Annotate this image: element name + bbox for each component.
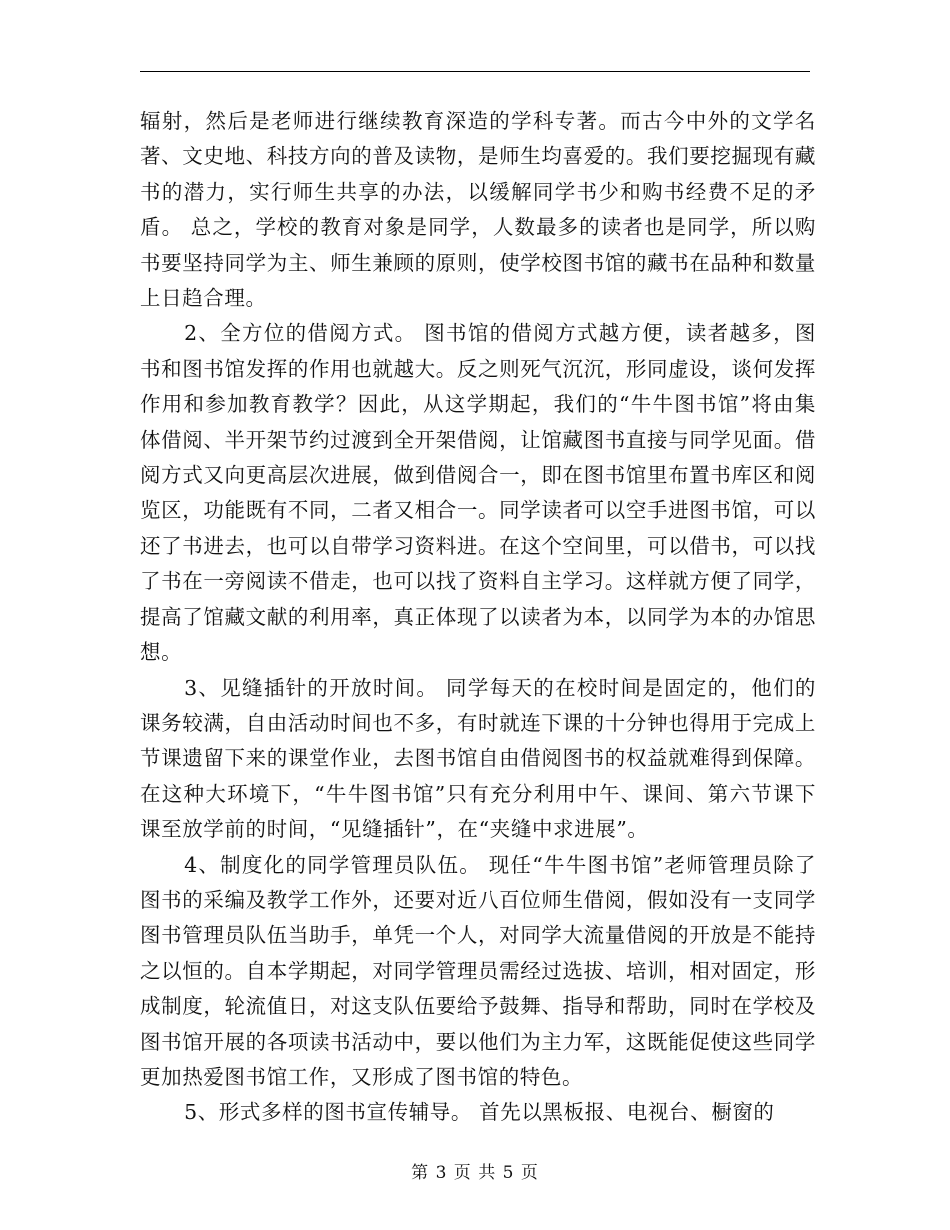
- paragraph-3: 3、见缝插针的开放时间。 同学每天的在校时间是固定的，他们的课务较满，自由活动时间也不多，有时就连下课的十分钟也得用于完成上节课遗留下来的课堂作业，去图书馆自由借阅图书的权益就难得到保障。在这种大环境下，“牛牛图书馆”只有充分利用中午、课间、第六节课下课至放学前的时间，“见缝插针”，在“夹缝中求进展”。: [140, 675, 816, 842]
- paragraph-2: 2、全方位的借阅方式。 图书馆的借阅方式越方便，读者越多，图书和图书馆发挥的作用也就越大。反之则死气沉沉，形同虚设，谈何发挥作用和参加教育教学？因此，从这学期起，我们的“牛牛图书馆”将由集体借阅、半开架节约过渡到全开架借阅，让馆藏图书直接与同学见面。借阅方式又向更高层次进展，做到借阅合一，即在图书馆里布置书库区和阅览区，功能既有不同，二者又相合一。同学读者可以空手进图书馆，可以还了书进去，也可以自带学习资料进。在这个空间里，可以借书，可以找了书在一旁阅读不借走，也可以找了资料自主学习。这样就方便了同学，提高了馆藏文献的利用率，真正体现了以读者为本，以同学为本的办馆思想。: [140, 321, 816, 665]
- paragraph-4: 4、制度化的同学管理员队伍。 现任“牛牛图书馆”老师管理员除了图书的采编及教学工作外，还要对近八百位师生借阅，假如没有一支同学图书管理员队伍当助手，单凭一个人，对同学大流量借阅的开放是不能持之以恒的。自本学期起，对同学管理员需经过选拔、培训，相对固定，形成制度，轮流值日，对这支队伍要给予鼓舞、指导和帮助，同时在学校及图书馆开展的各项读书活动中，要以他们为主力军，这既能促使这些同学更加热爱图书馆工作，又形成了图书馆的特色。: [140, 852, 816, 1089]
- document-body: [140, 104, 816, 1131]
- page-footer: [0, 1158, 950, 1183]
- header-rule: [140, 71, 810, 72]
- paragraph-1: 辐射，然后是老师进行继续教育深造的学科专著。而古今中外的文学名著、文史地、科技方向的普及读物，是师生均喜爱的。我们要挖掘现有藏书的潜力，实行师生共享的办法，以缓解同学书少和购书经费不足的矛盾。 总之，学校的教育对象是同学，人数最多的读者也是同学，所以购书要坚持同学为主、师生兼顾的原则，使学校图书馆的藏书在品种和数量上日趋合理。: [140, 109, 816, 311]
- paragraph-5: 5、形式多样的图书宣传辅导。 首先以黑板报、电视台、橱窗的: [184, 1100, 775, 1125]
- page-number-label: 第 3 页 共 5 页: [411, 1163, 539, 1183]
